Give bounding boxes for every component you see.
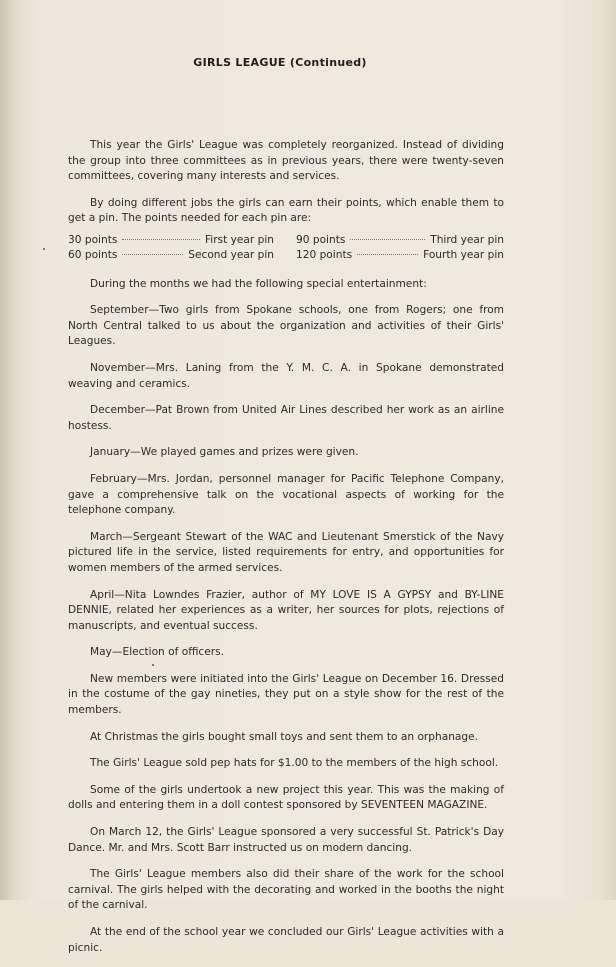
points-value: 120 points: [296, 249, 353, 262]
paragraph-may: May—Election of officers.: [90, 646, 225, 659]
paragraph-carnival: The Girls' League members also did their share of the work for the school carnival. The girls helped with the decorating and worked in the booths the night of the carnival.: [68, 868, 504, 912]
paragraph-march: March—Sergeant Stewart of the WAC and Lieutenant Smerstick of the Navy pictured life in the service, listed requirements for entry, and opportunities for women members of the armed services.: [68, 530, 504, 574]
dot-leader: [122, 254, 183, 255]
paragraph-reorganization: This year the Girls' League was completely reorganized. Instead of dividing the group into three committees as in previous years, there were twenty-seven committees, covering many interests and services.: [68, 139, 504, 182]
pin-name: Third year pin: [430, 233, 504, 246]
paragraph-points-intro: By doing different jobs the girls can earn their points, which enable them to get a pin. The points needed for each pin are:: [68, 196, 504, 225]
points-row-third-year: [296, 233, 504, 249]
paragraph-november: November—Mrs. Laning from the Y. M. C. A. in Spokane demonstrated weaving and ceramics.: [68, 362, 504, 390]
points-table: [68, 233, 504, 264]
paragraph-new-members: New members were initiated into the Girls' League on December 16. Dressed in the costume of the gay nineties, they put on a style show for the rest of the members.: [68, 672, 504, 716]
points-row-fourth-year: [296, 248, 504, 264]
paragraph-january: January—We played games and prizes were given.: [90, 446, 359, 459]
points-row-second-year: [68, 248, 274, 264]
dot-leader: [122, 239, 200, 240]
dot-leader: [350, 239, 425, 240]
print-speck: [43, 248, 45, 250]
page-title: GIRLS LEAGUE (Continued): [193, 56, 367, 69]
paragraph-dolls: Some of the girls undertook a new project this year. This was the making of dolls and entering them in a doll contest sponsored by SEVENTEEN MAGAZINE.: [68, 783, 504, 812]
paragraph-picnic: At the end of the school year we concluded our Girls' League activities with a picnic.: [68, 926, 504, 954]
paragraph-dance: On March 12, the Girls' League sponsored a very successful St. Patrick's Day Dance. Mr. and Mrs. Scott Barr instructed us on modern dancing.: [68, 826, 504, 854]
paragraph-christmas: At Christmas the girls bought small toys and sent them to an orphanage.: [90, 730, 479, 743]
page-body: [68, 138, 504, 967]
paragraph-entertainment-intro: During the months we had the following special entertainment:: [90, 277, 427, 290]
points-row-first-year: [68, 233, 274, 249]
paragraph-december: December—Pat Brown from United Air Lines described her work as an airline hostess.: [68, 404, 504, 432]
pin-name: First year pin: [204, 233, 274, 246]
points-value: 60 points: [68, 249, 118, 262]
paragraph-april: April—Nita Lowndes Frazier, author of MY LOVE IS A GYPSY and BY-LINE DENNIE, related her experiences as a writer, her sources for plots, rejections of manuscripts, and eventual success.: [68, 588, 504, 632]
pin-name: Fourth year pin: [423, 249, 504, 262]
paragraph-september: September—Two girls from Spokane schools, one from Rogers; one from North Central talked to us about the organization and activities of their Girls' Leagues.: [68, 304, 504, 348]
paragraph-pep-hats: The Girls' League sold pep hats for $1.00 to the members of the high school.: [90, 757, 499, 770]
pin-name: Second year pin: [188, 249, 274, 262]
dot-leader: [357, 254, 418, 255]
points-value: 90 points: [296, 233, 346, 246]
print-speck: [152, 664, 154, 666]
paragraph-february: February—Mrs. Jordan, personnel manager for Pacific Telephone Company, gave a comprehensive talk on the vocational aspects of working for the telephone company.: [68, 473, 504, 517]
points-value: 30 points: [68, 233, 118, 246]
